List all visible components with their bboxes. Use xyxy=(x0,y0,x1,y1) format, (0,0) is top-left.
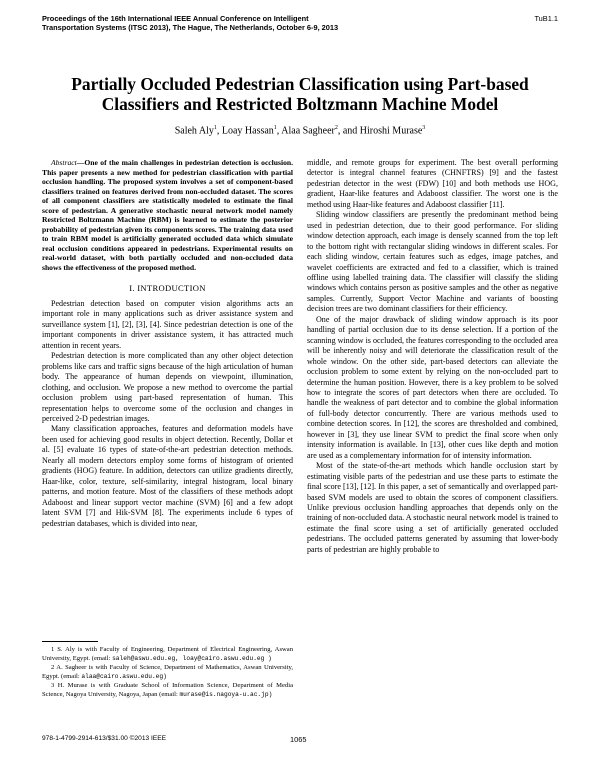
abstract xyxy=(42,158,293,273)
paper-title: Partially Occluded Pedestrian Classification using Part-based Classifiers and Restricted Boltzmann Machine Model xyxy=(71,74,529,114)
footnotes xyxy=(42,646,293,701)
abstract-label: Abstract xyxy=(51,158,77,167)
body-paragraph: One of the major drawback of sliding window approach is its poor handling of partial occlusion due to its dense selection. If a portion of the scanning window is occluded, the features corresponding to the occluded area will be inherently noisy and will deteriorate the classification result of the whole window. On the other side, part-based detectors can alleviate the occlusion problem to some extent by relying on the non-occluded part to determine the human position. However, there is a key problem to be solved how to integrate the scores of part detectors when there are occluded. To handle the weakness of part detector and to combine the global information of full-body detector concurrently. There are various methods used to combine detection scores. In [12], the scores are thresholded and combined, however in [3], they use linear SVM to predict the final score when only intensity information is available. In [13], other cues like depth and motion are used as a complementary information for of intensity information. xyxy=(307,314,558,460)
body-paragraph: middle, and remote groups for experiment. The best overall performing detector is integral channel features (CHNFTRS) [9] and the fastest pedestrian detector in the west (FDW) [10] and both methods use HOG, gradient, Haar-like features and Adaboost classifier. The worst one is the method using Haar-like features and Adaboost classifier [11]. xyxy=(307,158,558,209)
author-list: Saleh Aly$^1$, Loay Hassan$^1$, Alaa Sagheer$^2$, and Hiroshi Murase$^3$ xyxy=(174,125,426,137)
footnote-email: alaa@cairo.aswu.edu.eg) xyxy=(81,672,167,680)
body-paragraph: Sliding window classifiers are presently the predominant method being used in pedestrian detection, due to their good performance. For sliding window detection approach, each image is densely scanned from the top left to the bottom right with rectangular sliding windows in different scales. For each sliding window, certain features such as edges, image patches, and wavelet coefficients are extracted and fed to a classifier, which is trained offline using labelled training data. The classifier will classify the sliding windows which contains person as positive samples and the other as negative samples. Currently, Support Vector Machine and variants of boosting decision trees are two dominant classifiers for their efficiency. xyxy=(307,210,558,314)
section-heading-introduction: I. INTRODUCTION xyxy=(129,282,206,293)
author-name: Saleh Aly xyxy=(174,125,214,137)
body-paragraph: Pedestrian detection is more complicated than any other object detection problems like cars and traffic signs because of the high articulation of human body. The appearance of human depends on viewpoint, illumination, clothing, and occlusion. We propose a new method to overcome the partial occlusion problem using part-based representation of human. This representation helps to overcome some of the occlusion and changes in perceived 2-D pedestrian images. xyxy=(42,351,293,423)
footnote: 1 S. Aly is with Faculty of Engineering, Department of Electrical Engineering, Aswan University, Egypt. (email: saleh@aswu.edu.eg, loay@cairo.aswu.edu.eg ) xyxy=(42,646,293,662)
footnote: 2 A. Sagheer is with Faculty of Science, Department of Mathematics, Aswan University, Egypt. (email: alaa@cairo.aswu.edu.eg) xyxy=(42,664,293,680)
footnote-email: murase@is.nagoya-u.ac.jp) xyxy=(179,690,273,698)
conference-header: Proceedings of the 16th International IEEE Annual Conference on Intelligent Transportation Systems (ITSC 2013), The Hague, The Netherlands, October 6-9, 2013 xyxy=(42,14,339,33)
left-column xyxy=(42,158,293,529)
page-number: 1065 xyxy=(290,735,307,744)
copyright-notice: 978-1-4799-2914-613/$31.00 ©2013 IEEE xyxy=(42,735,167,742)
author-affiliation-mark: 1 xyxy=(213,125,217,131)
footnote-email: saleh@aswu.edu.eg, loay@cairo.aswu.edu.eg ) xyxy=(112,654,272,662)
paper-id: TuB1.1 xyxy=(534,14,558,23)
right-column xyxy=(307,158,558,555)
footnote: 3 H. Murase is with Graduate School of Information Science, Department of Media Science, Nagoya University, Nagoya, Japan (email: murase@is.nagoya-u.ac.jp) xyxy=(42,682,293,698)
author-affiliation-mark: 3 xyxy=(422,125,426,131)
body-paragraph: Pedestrian detection based on computer vision algorithms acts an important role in many applications such as driver assistance system and surveillance system [1], [2], [3], [4]. Since pedestrian detection is one of the important components in driver assistance system, it has attracted much attention in recent years. xyxy=(42,299,293,350)
author-name: Loay Hassan xyxy=(221,125,274,137)
body-paragraph: Many classification approaches, features and deformation models have been used for achieving good results in object detection. Recently, Dollar et al. [5] evaluate 16 types of state-of-the-art pedestrian detection methods. Nearly all modern detectors employ some forms of histogram of oriented gradients (HOG) feature. In addition, detectors can utilize gradients directly, Haar-like, color, texture, self-similarity, integral histogram, local binary patterns, and motion feature. Most of the classifiers of these methods adopt Adaboost and linear support vector machine (SVM) [6] and a few adopt latent SVM [7] and Hik-SVM [8]. The experiments include 6 types of pedestrian databases, which is divided into near, xyxy=(42,424,293,528)
abstract-text: —One of the main challenges in pedestrian detection is occlusion. This paper presents a new method for pedestrian classification with partial occlusion handling. The proposed system involves a set of component-based classifiers trained on features derived from non-occluded dataset. The scores of all component classifiers are statistically modeled to estimate the final score of pedestrian. A generative stochastic neural network model namely Restricted Boltzmann Machine (RBM) is learned to estimate the posterior probability of pedestrian given its components scores. The training data used to train RBM model is artificially generated occluded data which simulate real occlusion conditions appeared in pedestrians. Experimental results on real-world dataset, with both partially occluded and non-occluded data shows the effectiveness of the proposed method. xyxy=(42,158,293,273)
author-name: Hiroshi Murase xyxy=(359,125,423,137)
author-name: Alaa Sagheer xyxy=(281,125,335,137)
author-affiliation-mark: 1 xyxy=(273,125,277,131)
footnote-rule xyxy=(42,641,98,642)
author-affiliation-mark: 2 xyxy=(334,125,338,131)
body-paragraph: Most of the state-of-the-art methods which handle occlusion start by estimating visible parts of the pedestrian and use these parts to estimate the final score [13], [12]. In this paper, a set of semantically and overlapped part-based SVM models are used to obtain the scores of component classifiers. Unlike previous occlusion handling approaches that depends only on the training of non-occluded data. A stochastic neural network model is trained to estimate the final score using a set of artificially generated occluded pedestrians. The occluded patterns generated by assuming that lower-body parts of pedestrian are highly probable to xyxy=(307,461,558,554)
